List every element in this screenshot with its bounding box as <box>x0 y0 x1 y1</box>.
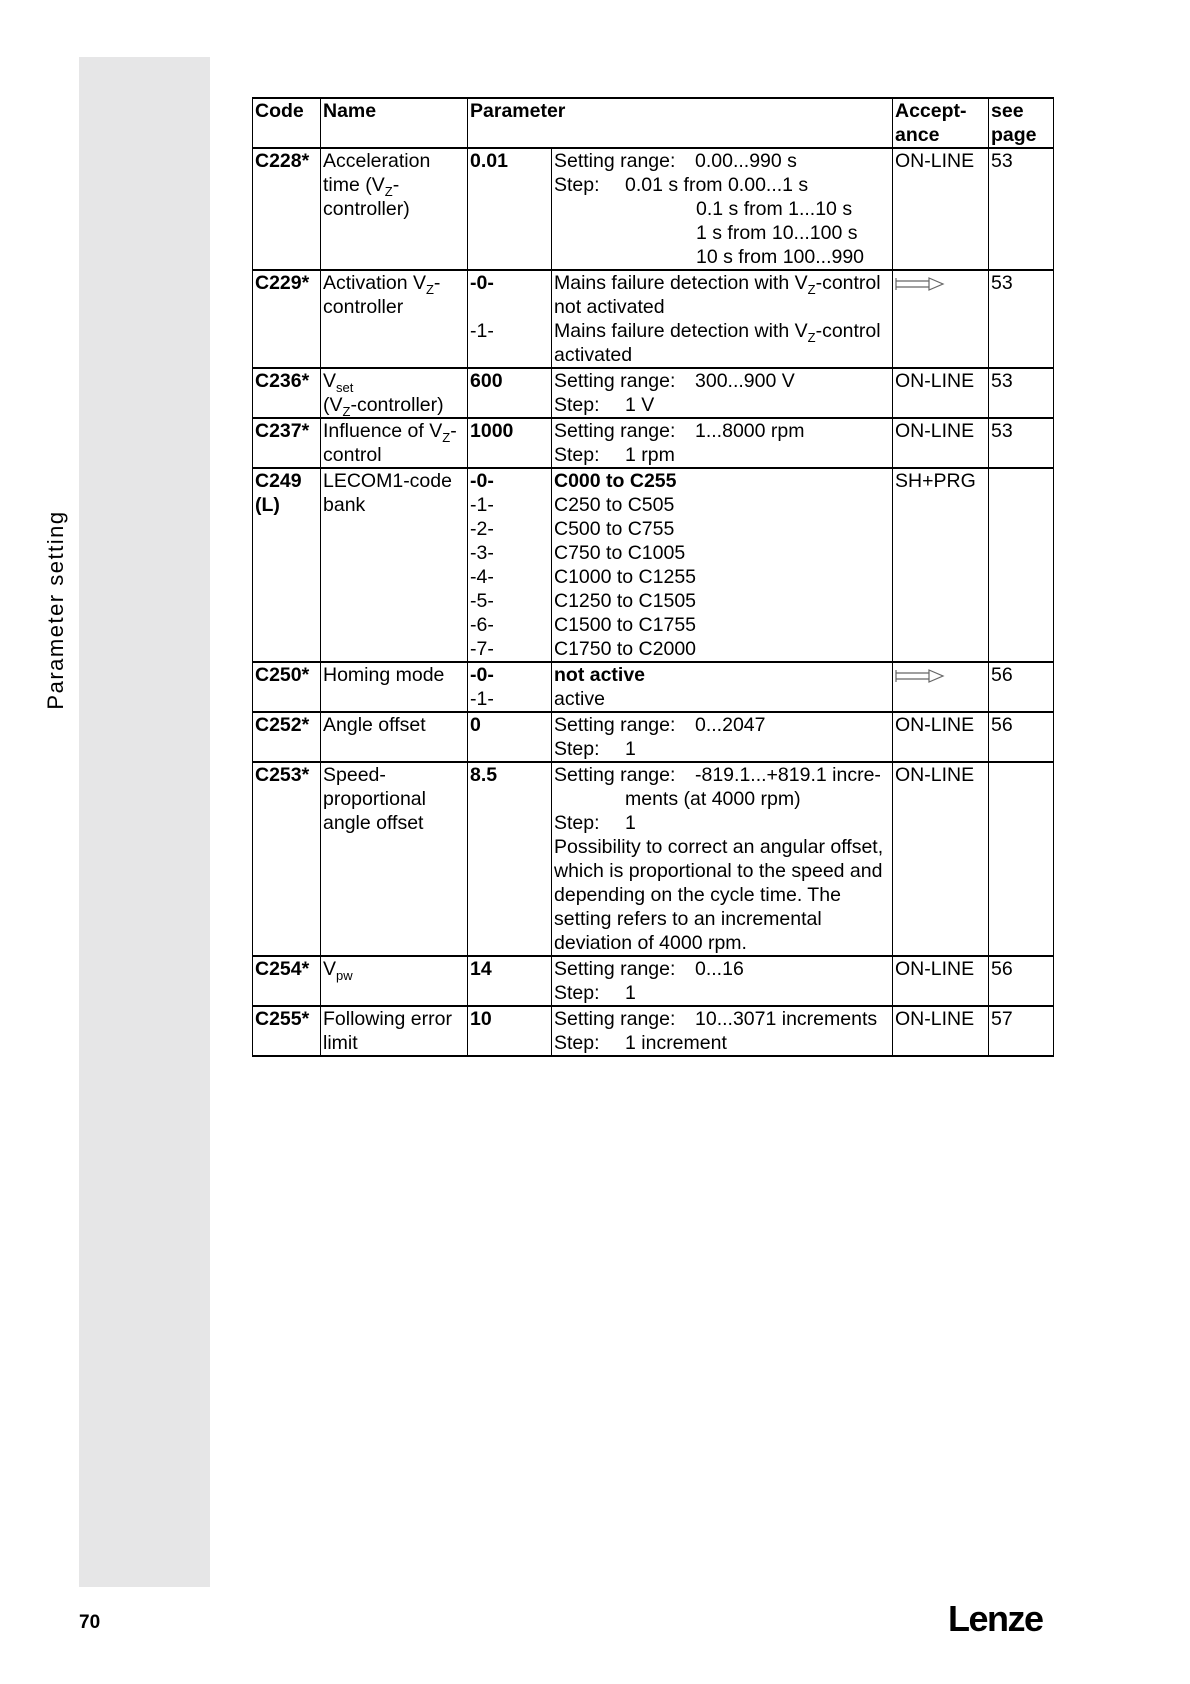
row-name: Following error limit <box>321 1006 468 1056</box>
row-acceptance <box>893 270 989 368</box>
row-acceptance <box>893 662 989 712</box>
row-page <box>989 762 1054 956</box>
row-value: -0- -1- -2- -3- -4- -5- -6- -7- <box>468 468 552 662</box>
row-code: C253* <box>253 762 321 956</box>
row-name: Acceleration time $(V_Z-controller)$ <box>321 148 468 270</box>
row-description: Setting range: 0.00...990 s Step: 0.01 s from 0.00...1 s 0.1 s from 1...10 s 1 s from 10...100 s 10 s from 100...990 <box>552 148 893 270</box>
row-description: C000 to C255 C250 to C505 C500 to C755 C750 to C1005 C1000 to C1255 C1250 to C1505 C1500 to C1755 C1750 to C2000 <box>552 468 893 662</box>
row-code: C237* <box>253 418 321 468</box>
row-code: C254* <box>253 956 321 1006</box>
row-acceptance: ON-LINE <box>893 148 989 270</box>
header-parameter: Parameter <box>468 98 893 148</box>
table-row <box>253 418 1054 468</box>
header-name: Name <box>321 98 468 148</box>
row-page <box>989 468 1054 662</box>
row-acceptance: ON-LINE <box>893 418 989 468</box>
section-label: Parameter setting <box>43 510 68 710</box>
row-description: not active active <box>552 662 893 712</box>
row-value: 1000 <box>468 418 552 468</box>
row-page: 56 <box>989 712 1054 762</box>
row-value: 600 <box>468 368 552 418</box>
table-row <box>253 662 1054 712</box>
table-row <box>253 762 1054 956</box>
lenze-logo: Lenze <box>948 1598 1043 1639</box>
parameter-table <box>252 97 1054 1057</box>
page-number: 70 <box>79 1612 101 1633</box>
row-page: 53 <box>989 148 1054 270</box>
row-value: -0- -1- <box>468 662 552 712</box>
row-name: Homing mode <box>321 662 468 712</box>
row-description: Setting range: 0...16 Step: 1 <box>552 956 893 1006</box>
row-page: 56 <box>989 662 1054 712</box>
row-acceptance: SH+PRG <box>893 468 989 662</box>
row-code: C252* <box>253 712 321 762</box>
row-code: C249 (L) <box>253 468 321 662</box>
row-page: 56 <box>989 956 1054 1006</box>
row-acceptance: ON-LINE <box>893 762 989 956</box>
row-value: -0- -1- <box>468 270 552 368</box>
row-acceptance: ON-LINE <box>893 1006 989 1056</box>
row-description: Setting range: 1...8000 rpm Step: 1 rpm <box>552 418 893 468</box>
row-name: Angle offset <box>321 712 468 762</box>
row-code: C228* <box>253 148 321 270</box>
row-name: LECOM1-code bank <box>321 468 468 662</box>
row-page: 57 <box>989 1006 1054 1056</box>
row-page: 53 <box>989 270 1054 368</box>
row-code: C250* <box>253 662 321 712</box>
table-row <box>253 368 1054 418</box>
header-acceptance: Accept- ance <box>893 98 989 148</box>
row-value: 10 <box>468 1006 552 1056</box>
row-acceptance: ON-LINE <box>893 368 989 418</box>
row-description: Setting range: 0...2047 Step: 1 <box>552 712 893 762</box>
row-code: C255* <box>253 1006 321 1056</box>
arrow-right-icon <box>895 668 945 684</box>
row-value: 8.5 <box>468 762 552 956</box>
row-description: Setting range: 300...900 V Step: 1 V <box>552 368 893 418</box>
row-code: C236* <box>253 368 321 418</box>
row-name: Speed-proportional angle offset <box>321 762 468 956</box>
row-description: Setting range: 10...3071 increments Step: 1 increment <box>552 1006 893 1056</box>
table-row <box>253 468 1054 662</box>
row-name: $V_{set}$ $(V_Z-controller)$ <box>321 368 468 418</box>
row-value: 14 <box>468 956 552 1006</box>
table-header <box>253 98 1054 148</box>
row-value: 0 <box>468 712 552 762</box>
row-description: Setting range: -819.1...+819.1 incre- ments (at 4000 rpm) Step: 1 Possibility to correct an angular offset, which is proportional to the speed and depending on the cycle time. The setting refers to an incremental deviation of 4000 rpm. <box>552 762 893 956</box>
header-code: Code <box>253 98 321 148</box>
sidebar-band <box>79 57 210 1587</box>
table-row <box>253 712 1054 762</box>
row-name: Activation $V_Z$-controller <box>321 270 468 368</box>
arrow-right-icon <box>895 276 945 292</box>
table-row <box>253 270 1054 368</box>
table-row <box>253 956 1054 1006</box>
row-name: $V_{pw}$ <box>321 956 468 1006</box>
row-name: Influence of $V_Z$-control <box>321 418 468 468</box>
table-row <box>253 148 1054 270</box>
table-row <box>253 1006 1054 1056</box>
row-code: C229* <box>253 270 321 368</box>
row-page: 53 <box>989 418 1054 468</box>
row-acceptance: ON-LINE <box>893 712 989 762</box>
row-value: 0.01 <box>468 148 552 270</box>
row-acceptance: ON-LINE <box>893 956 989 1006</box>
row-description: Mains failure detection with $V_Z$-control not activated Mains failure detection with $V_Z$-control activated <box>552 270 893 368</box>
header-see-page: see page <box>989 98 1054 148</box>
row-page: 53 <box>989 368 1054 418</box>
